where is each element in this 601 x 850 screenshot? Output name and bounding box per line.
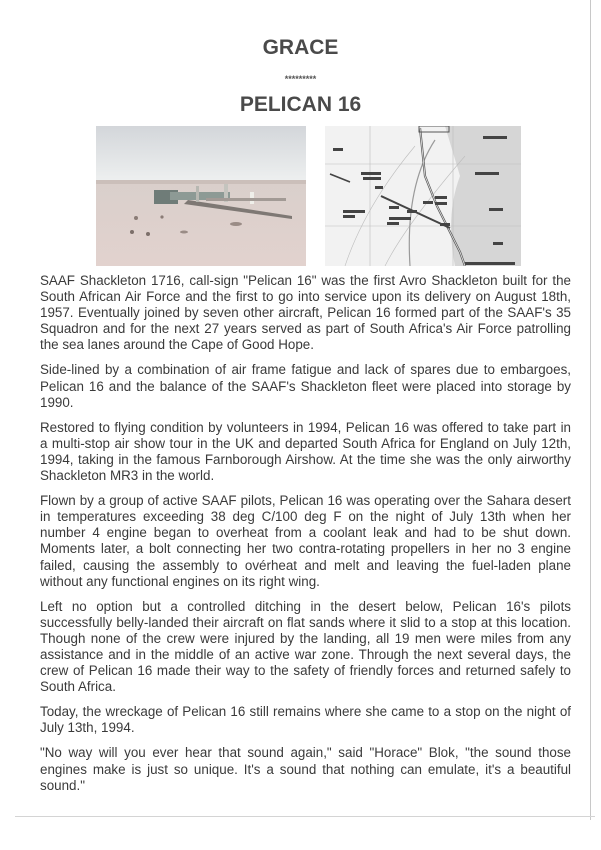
paragraph-quote: "No way will you ever hear that sound again," said "Horace" Blok, "the sound those engines make is just so unique. It's a sound that nothing can emulate, it's a beautiful sound." [40,745,571,793]
paragraph-restoration: Restored to flying condition by volunteers in 1994, Pelican 16 was offered to take part in a multi-stop air show tour in the UK and departed South Africa for England on July 12th, 1994, taking in the famous Farnborough Airshow. At the time she was the only airworthy Shackleton MR3 in the world. [40,419,571,484]
route-map [325,126,521,266]
title-separator: ********* [284,74,317,84]
paragraph-storage: Side-lined by a combination of air frame fatigue and lack of spares due to embargoes, Pelican 16 and the balance of the SAAF's Shackleton fleet were placed into storage by 1990. [40,362,571,410]
document-subtitle: PELICAN 16 [239,93,362,116]
route-map-graphic [325,126,521,266]
article-body [40,273,571,803]
paragraph-wreckage: Today, the wreckage of Pelican 16 still remains where she came to a stop on the night of July 13th, 1994. [40,704,571,736]
paragraph-ditching: Left no option but a controlled ditching in the desert below, Pelican 16's pilots successfully belly-landed their aircraft on flat sands where it slid to a stop at this location. Though none of the crew were injured by the landing, all 19 men were miles from any assistance and in the middle of an active war zone. Through the next several days, the crew of Pelican 16 made their way to the safety of friendly forces and returned safely to South Africa. [40,598,571,695]
page-edge-bottom [15,816,595,817]
wreck-photo-graphic [96,126,306,266]
paragraph-engine-failure: Flown by a group of active SAAF pilots, Pelican 16 was operating over the Sahara desert in temperatures exceeding 38 deg C/100 deg F on the night of July 13th when her number 4 engine began to overheat from a coolant leak and had to be shut down. Moments later, a bolt connecting her two contra-rotating propellers in her no 3 engine failed, causing the assembly to ovérheat and melt and leaving the fuel-laden plane without any functional engines on its right wing. [40,493,571,589]
page-edge-right [590,0,591,820]
wreck-photo [96,126,306,266]
document-title: GRACE [262,36,339,59]
paragraph-history: SAAF Shackleton 1716, call-sign "Pelican 16" was the first Avro Shackleton built for the South African Air Force and the first to go into service upon its delivery on August 18th, 1957. Eventually joined by seven other aircraft, Pelican 16 formed part of the SAAF's 35 Squadron and for the next 27 years served as part of South Africa's Air Force patrolling the sea lanes around the Cape of Good Hope. [40,273,571,353]
